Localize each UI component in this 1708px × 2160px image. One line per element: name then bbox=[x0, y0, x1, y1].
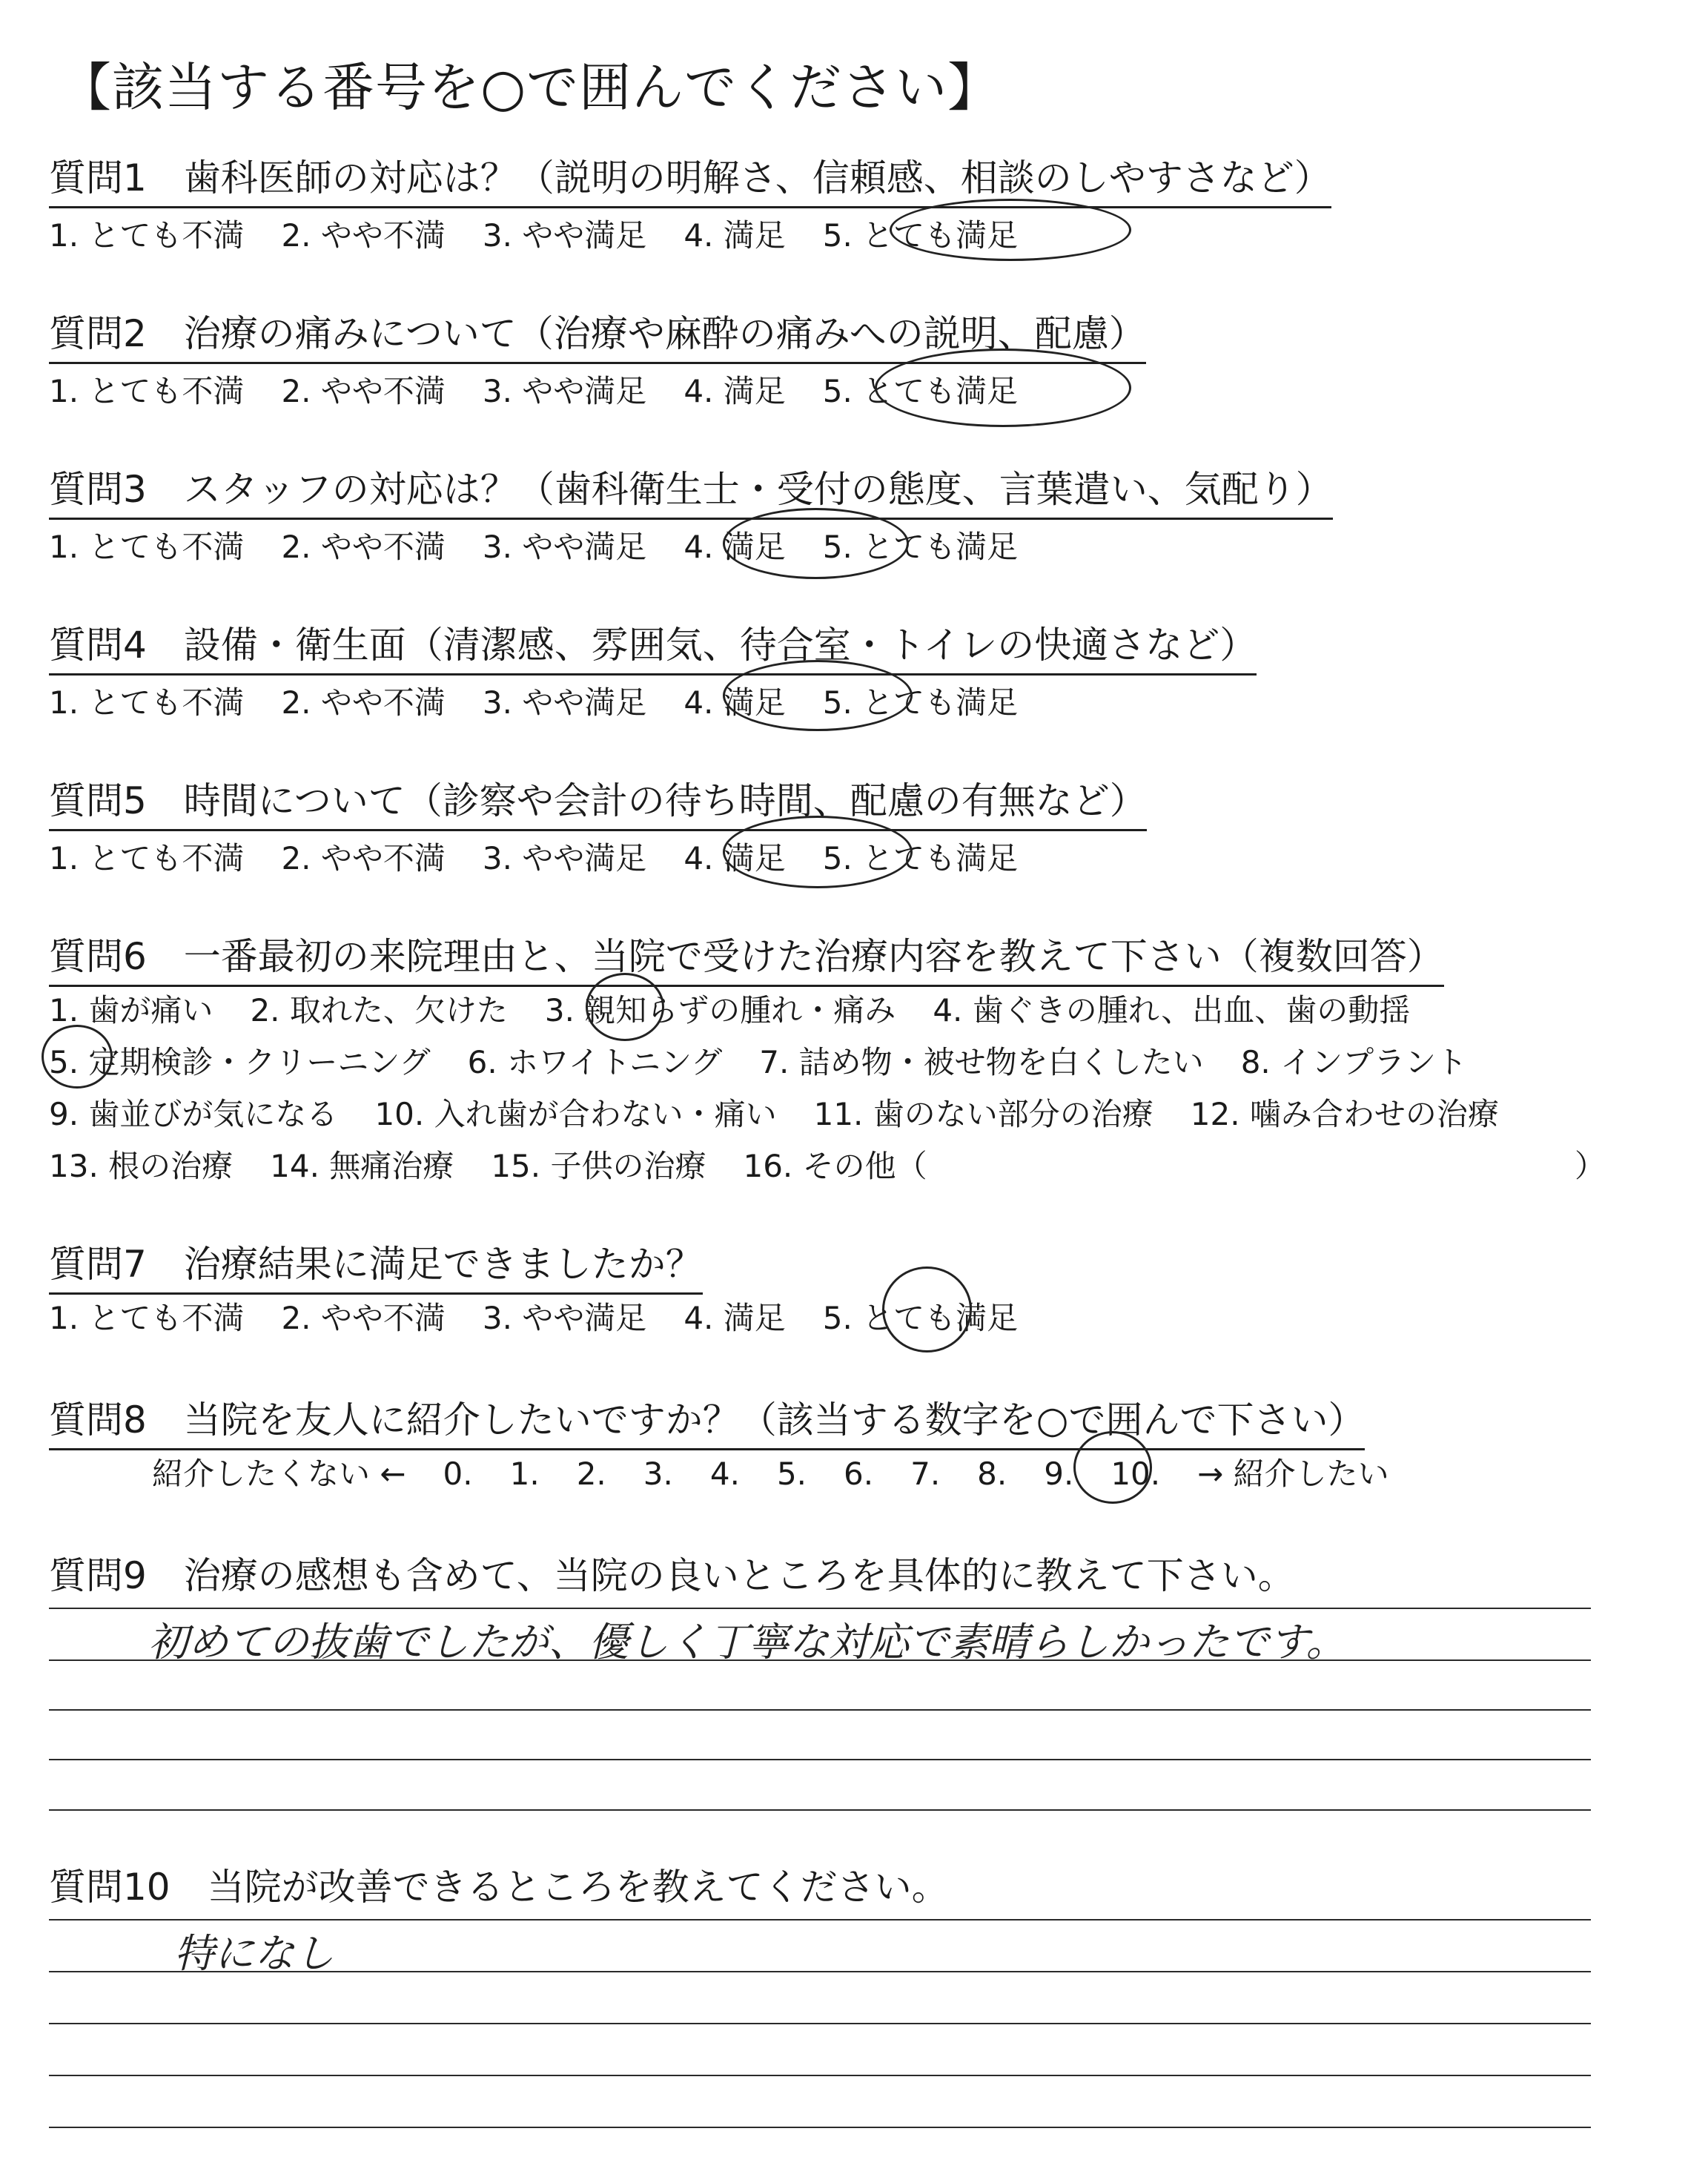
q8-number-10[interactable]: 10. bbox=[1110, 1456, 1161, 1492]
q6-option-12[interactable]: 12. 噛み合わせの治療 bbox=[1190, 1096, 1499, 1132]
q8-left-label: 紹介したくない ← bbox=[152, 1456, 406, 1492]
q10-answer-line bbox=[49, 2127, 1591, 2128]
q6-option-7[interactable]: 7. 詰め物・被せ物を白くしたい bbox=[759, 1044, 1204, 1080]
q4-option-5[interactable]: 5. とても満足 bbox=[822, 684, 1019, 721]
q6-option-3[interactable]: 3. 親知らずの腫れ・痛み bbox=[544, 992, 896, 1028]
question-6-row-2 bbox=[49, 1038, 1504, 1083]
q8-right-label: → 紹介したい bbox=[1197, 1456, 1389, 1492]
q3-option-2[interactable]: 2. やや不満 bbox=[281, 529, 446, 565]
q6-option-2[interactable]: 2. 取れた、欠けた bbox=[250, 992, 508, 1028]
q4-option-3[interactable]: 3. やや満足 bbox=[482, 684, 647, 721]
q2-option-2[interactable]: 2. やや不満 bbox=[281, 373, 446, 409]
q5-option-3[interactable]: 3. やや満足 bbox=[482, 840, 647, 876]
q8-number-0[interactable]: 0. bbox=[443, 1456, 473, 1492]
q10-answer-line bbox=[49, 1919, 1591, 1920]
q9-handwritten-answer: 初めての抜歯でしたが、優しく丁寧な対応で素晴らしかったです。 bbox=[148, 1619, 1346, 1665]
q3-selection-circle bbox=[723, 508, 909, 579]
question-7-heading: 質問7 治療結果に満足できましたか？ bbox=[49, 1235, 703, 1295]
question-4-heading: 質問4 設備・衛生面（清潔感、雰囲気、待合室・トイレの快適さなど） bbox=[49, 615, 1257, 676]
q6-selection-circle-5 bbox=[42, 1025, 113, 1089]
q1-option-4[interactable]: 4. 満足 bbox=[683, 217, 786, 254]
q7-option-3[interactable]: 3. やや満足 bbox=[482, 1300, 647, 1336]
q2-option-3[interactable]: 3. やや満足 bbox=[482, 373, 647, 409]
q8-number-9[interactable]: 9. bbox=[1044, 1456, 1074, 1492]
q10-answer-line bbox=[49, 2023, 1591, 2024]
q8-number-8[interactable]: 8. bbox=[977, 1456, 1007, 1492]
question-6-row-4 bbox=[49, 1142, 1606, 1186]
q4-selection-circle bbox=[723, 660, 913, 731]
q6-other-close-paren: ） bbox=[1574, 1148, 1606, 1184]
q6-option-14[interactable]: 14. 無痛治療 bbox=[270, 1148, 454, 1184]
q6-selection-circle-3 bbox=[586, 973, 664, 1041]
question-3-heading: 質問3 スタッフの対応は？（歯科衛生士・受付の態度、言葉遣い、気配り） bbox=[49, 460, 1333, 520]
q10-handwritten-answer: 特になし bbox=[174, 1930, 334, 1977]
q1-selection-circle bbox=[890, 199, 1131, 261]
q8-number-7[interactable]: 7. bbox=[910, 1456, 941, 1492]
q3-option-5[interactable]: 5. とても満足 bbox=[822, 529, 1019, 565]
q2-option-5[interactable]: 5. とても満足 bbox=[822, 373, 1019, 409]
q8-number-2[interactable]: 2. bbox=[576, 1456, 606, 1492]
q9-answer-line bbox=[49, 1608, 1591, 1609]
q9-answer-line bbox=[49, 1709, 1591, 1711]
question-2-heading: 質問2 治療の痛みについて（治療や麻酔の痛みへの説明、配慮） bbox=[49, 304, 1146, 364]
q3-option-1[interactable]: 1. とても不満 bbox=[49, 529, 245, 565]
q6-option-6[interactable]: 6. ホワイトニング bbox=[467, 1044, 723, 1080]
q6-option-5[interactable]: 5. 定期検診・クリーニング bbox=[49, 1044, 431, 1080]
question-8-heading: 質問8 当院を友人に紹介したいですか？（該当する数字を○で囲んで下さい） bbox=[49, 1390, 1365, 1450]
q5-option-4[interactable]: 4. 満足 bbox=[683, 840, 786, 876]
q7-option-5[interactable]: 5. とても満足 bbox=[822, 1300, 1019, 1336]
q3-option-3[interactable]: 3. やや満足 bbox=[482, 529, 647, 565]
question-9-heading: 質問9 治療の感想も含めて、当院の良いところを具体的に教えて下さい。 bbox=[49, 1554, 1295, 1597]
q5-option-2[interactable]: 2. やや不満 bbox=[281, 840, 446, 876]
q6-option-4[interactable]: 4. 歯ぐきの腫れ、出血、歯の動揺 bbox=[933, 992, 1411, 1028]
q9-answer-line bbox=[49, 1759, 1591, 1760]
question-1-heading: 質問1 歯科医師の対応は？（説明の明解さ、信頼感、相談のしやすさなど） bbox=[49, 148, 1331, 208]
q7-option-2[interactable]: 2. やや不満 bbox=[281, 1300, 446, 1336]
q4-option-4[interactable]: 4. 満足 bbox=[683, 684, 786, 721]
q3-option-4[interactable]: 4. 満足 bbox=[683, 529, 786, 565]
question-6-row-1 bbox=[49, 986, 1447, 1031]
q8-selection-circle bbox=[1073, 1431, 1152, 1504]
q6-option-10[interactable]: 10. 入れ歯が合わない・痛い bbox=[374, 1096, 777, 1132]
q10-answer-line bbox=[49, 1971, 1591, 1972]
q8-number-6[interactable]: 6. bbox=[844, 1456, 874, 1492]
q2-option-1[interactable]: 1. とても不満 bbox=[49, 373, 245, 409]
q5-selection-circle bbox=[723, 816, 913, 888]
q8-number-4[interactable]: 4. bbox=[709, 1456, 740, 1492]
q7-selection-circle bbox=[882, 1266, 972, 1353]
q8-number-1[interactable]: 1. bbox=[509, 1456, 540, 1492]
q7-option-4[interactable]: 4. 満足 bbox=[683, 1300, 786, 1336]
q8-number-3[interactable]: 3. bbox=[643, 1456, 673, 1492]
q1-option-2[interactable]: 2. やや不満 bbox=[281, 217, 446, 254]
q9-answer-line bbox=[49, 1809, 1591, 1811]
q4-option-1[interactable]: 1. とても不満 bbox=[49, 684, 245, 721]
q6-option-15[interactable]: 15. 子供の治療 bbox=[491, 1148, 706, 1184]
question-5-heading: 質問5 時間について（診察や会計の待ち時間、配慮の有無など） bbox=[49, 771, 1147, 831]
q2-option-4[interactable]: 4. 満足 bbox=[683, 373, 786, 409]
q5-option-5[interactable]: 5. とても満足 bbox=[822, 840, 1019, 876]
question-6-heading: 質問6 一番最初の来院理由と、当院で受けた治療内容を教えて下さい（複数回答） bbox=[49, 927, 1444, 987]
q8-number-5[interactable]: 5. bbox=[776, 1456, 807, 1492]
q4-option-2[interactable]: 2. やや不満 bbox=[281, 684, 446, 721]
q6-option-8[interactable]: 8. インプラント bbox=[1240, 1044, 1468, 1080]
q6-option-13[interactable]: 13. 根の治療 bbox=[49, 1148, 234, 1184]
q2-selection-circle bbox=[875, 349, 1131, 427]
q1-option-1[interactable]: 1. とても不満 bbox=[49, 217, 245, 254]
page-title: 【該当する番号を○で囲んでください】 bbox=[59, 57, 1001, 118]
q6-option-1[interactable]: 1. 歯が痛い bbox=[49, 992, 214, 1028]
q6-option-11[interactable]: 11. 歯のない部分の治療 bbox=[813, 1096, 1153, 1132]
q9-answer-line bbox=[49, 1659, 1591, 1661]
q6-option-16[interactable]: 16. その他（ bbox=[743, 1148, 927, 1184]
q6-option-9[interactable]: 9. 歯並びが気になる bbox=[49, 1096, 338, 1132]
q1-option-5[interactable]: 5. とても満足 bbox=[822, 217, 1019, 254]
q1-option-3[interactable]: 3. やや満足 bbox=[482, 217, 647, 254]
question-8-scale bbox=[152, 1450, 1426, 1494]
question-6-row-3 bbox=[49, 1090, 1536, 1135]
q5-option-1[interactable]: 1. とても不満 bbox=[49, 840, 245, 876]
q7-option-1[interactable]: 1. とても不満 bbox=[49, 1300, 245, 1336]
q10-answer-line bbox=[49, 2075, 1591, 2076]
question-10-heading: 質問10 当院が改善できるところを教えてください。 bbox=[49, 1866, 949, 1909]
